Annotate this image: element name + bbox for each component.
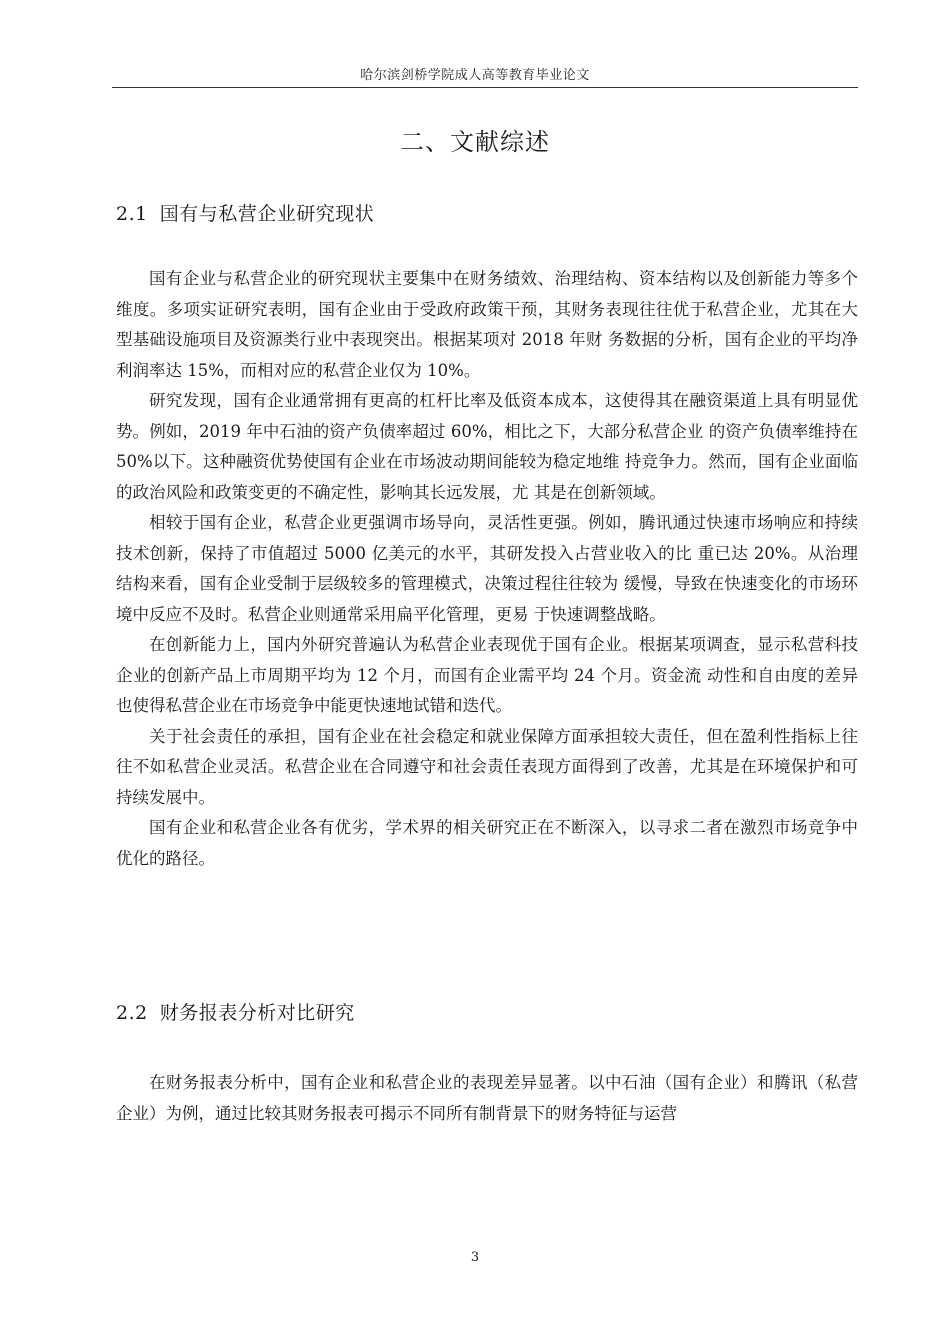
running-header: 哈尔滨剑桥学院成人高等教育毕业论文 (360, 68, 590, 83)
paragraph: 研究发现，国有企业通常拥有更高的杠杆比率及低资本成本，这使得其在融资渠道上具有明显优势。例如，2019 年中石油的资产负债率超过 60%，相比之下，大部分私营企业 的资产负债率维持在 50%以下。这种融资优势使国有企业在市场波动期间能较为稳定地维 持竞争力。然而，国有企业面临的政治风险和政策变更的不确定性，影响其长远发展，尤 其是在创新领域。 (116, 391, 858, 502)
section-number: 2.1 (116, 203, 148, 225)
paragraph: 关于社会责任的承担，国有企业在社会稳定和就业保障方面承担较大责任，但在盈利性指标上往往不如私营企业灵活。私营企业在合同遵守和社会责任表现方面得到了改善，尤其是在环境保护和可持续发展中。 (116, 726, 858, 807)
header-rule (112, 87, 858, 88)
section-number: 2.2 (116, 1002, 148, 1024)
section-title: 国有与私营企业研究现状 (159, 203, 375, 225)
paragraph: 在财务报表分析中，国有企业和私营企业的表现差异显著。以中石油（国有企业）和腾讯（私营企业）为例，通过比较其财务报表可揭示不同所有制背景下的财务特征与运营 (116, 1073, 858, 1123)
section-heading-2-1 (116, 199, 374, 226)
section-2-1-body (116, 264, 858, 874)
section-heading-2-2 (116, 998, 355, 1025)
paragraph: 国有企业和私营企业各有优劣，学术界的相关研究正在不断深入，以寻求二者在激烈市场竞争中优化的路径。 (116, 818, 858, 868)
paragraph: 相较于国有企业，私营企业更强调市场导向，灵活性更强。例如，腾讯通过快速市场响应和持续技术创新，保持了市值超过 5000 亿美元的水平，其研发投入占营业收入的比 重已达 20%。从治理结构来看，国有企业受制于层级较多的管理模式，决策过程往往较为 缓慢，导致在快速变化的市场环境中反应不及时。私营企业则通常采用扁平化管理，更易 于快速调整战略。 (116, 513, 858, 624)
section-2-2-body (116, 1068, 858, 1129)
paragraph: 国有企业与私营企业的研究现状主要集中在财务绩效、治理结构、资本结构以及创新能力等多个维度。多项实证研究表明，国有企业由于受政府政策干预，其财务表现往往优于私营企业，尤其在大型基础设施项目及资源类行业中表现突出。根据某项对 2018 年财 务数据的分析，国有企业的平均净利润率达 15%，而相对应的私营企业仅为 10%。 (116, 269, 858, 380)
paragraph: 在创新能力上，国内外研究普遍认为私营企业表现优于国有企业。根据某项调查，显示私营科技企业的创新产品上市周期平均为 12 个月，而国有企业需平均 24 个月。资金流 动性和自由度的差异也使得私营企业在市场竞争中能更快速地试错和迭代。 (116, 635, 858, 715)
page-number: 3 (470, 1250, 480, 1265)
section-title: 财务报表分析对比研究 (159, 1002, 355, 1024)
chapter-title: 二、文献综述 (400, 128, 550, 156)
